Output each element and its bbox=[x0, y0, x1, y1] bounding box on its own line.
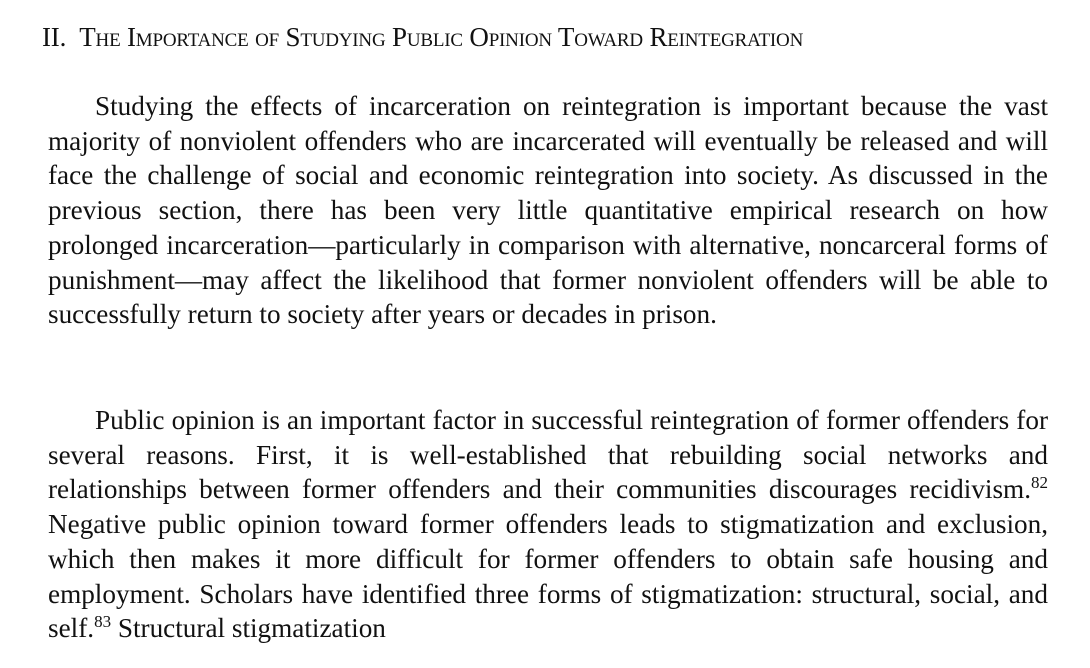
paragraph-2-text-1: Public opinion is an important factor in successful reintegration of former offenders for several reasons. First, it is well-established that rebuilding social networks and relationships between former offenders and their communities discourages recidivism. bbox=[48, 405, 1048, 505]
section-title: The Importance of Studying Public Opinion Toward Reintegration bbox=[79, 22, 804, 52]
paragraph-2-text-3: Structural stigmatization bbox=[111, 613, 386, 644]
footnote-ref-82[interactable]: 82 bbox=[1031, 473, 1048, 493]
section-heading bbox=[42, 20, 803, 54]
paragraph-2 bbox=[48, 403, 1048, 646]
footnote-ref-83[interactable]: 83 bbox=[94, 612, 112, 632]
section-numeral: II. bbox=[42, 22, 67, 52]
paragraph-2-text-2: Negative public opinion toward former offenders leads to stigmatization and exclusion, which then makes it more difficult for former offenders to obtain safe housing and employment. Scholars have identified three forms of stigmatization: structural, social, and self. bbox=[48, 509, 1048, 644]
paragraph-1: Studying the effects of incarceration on reintegration is important because the vast majority of nonviolent offenders who are incarcerated will eventually be released and will face the challenge of social and economic reintegration into society. As discussed in the previous section, there has been very little quantitative empirical research on how prolonged incarceration—particularly in comparison with alternative, noncarceral forms of punishment—may affect the likelihood that former nonviolent offenders will be able to successfully return to society after years or decades in prison. bbox=[48, 91, 1048, 330]
